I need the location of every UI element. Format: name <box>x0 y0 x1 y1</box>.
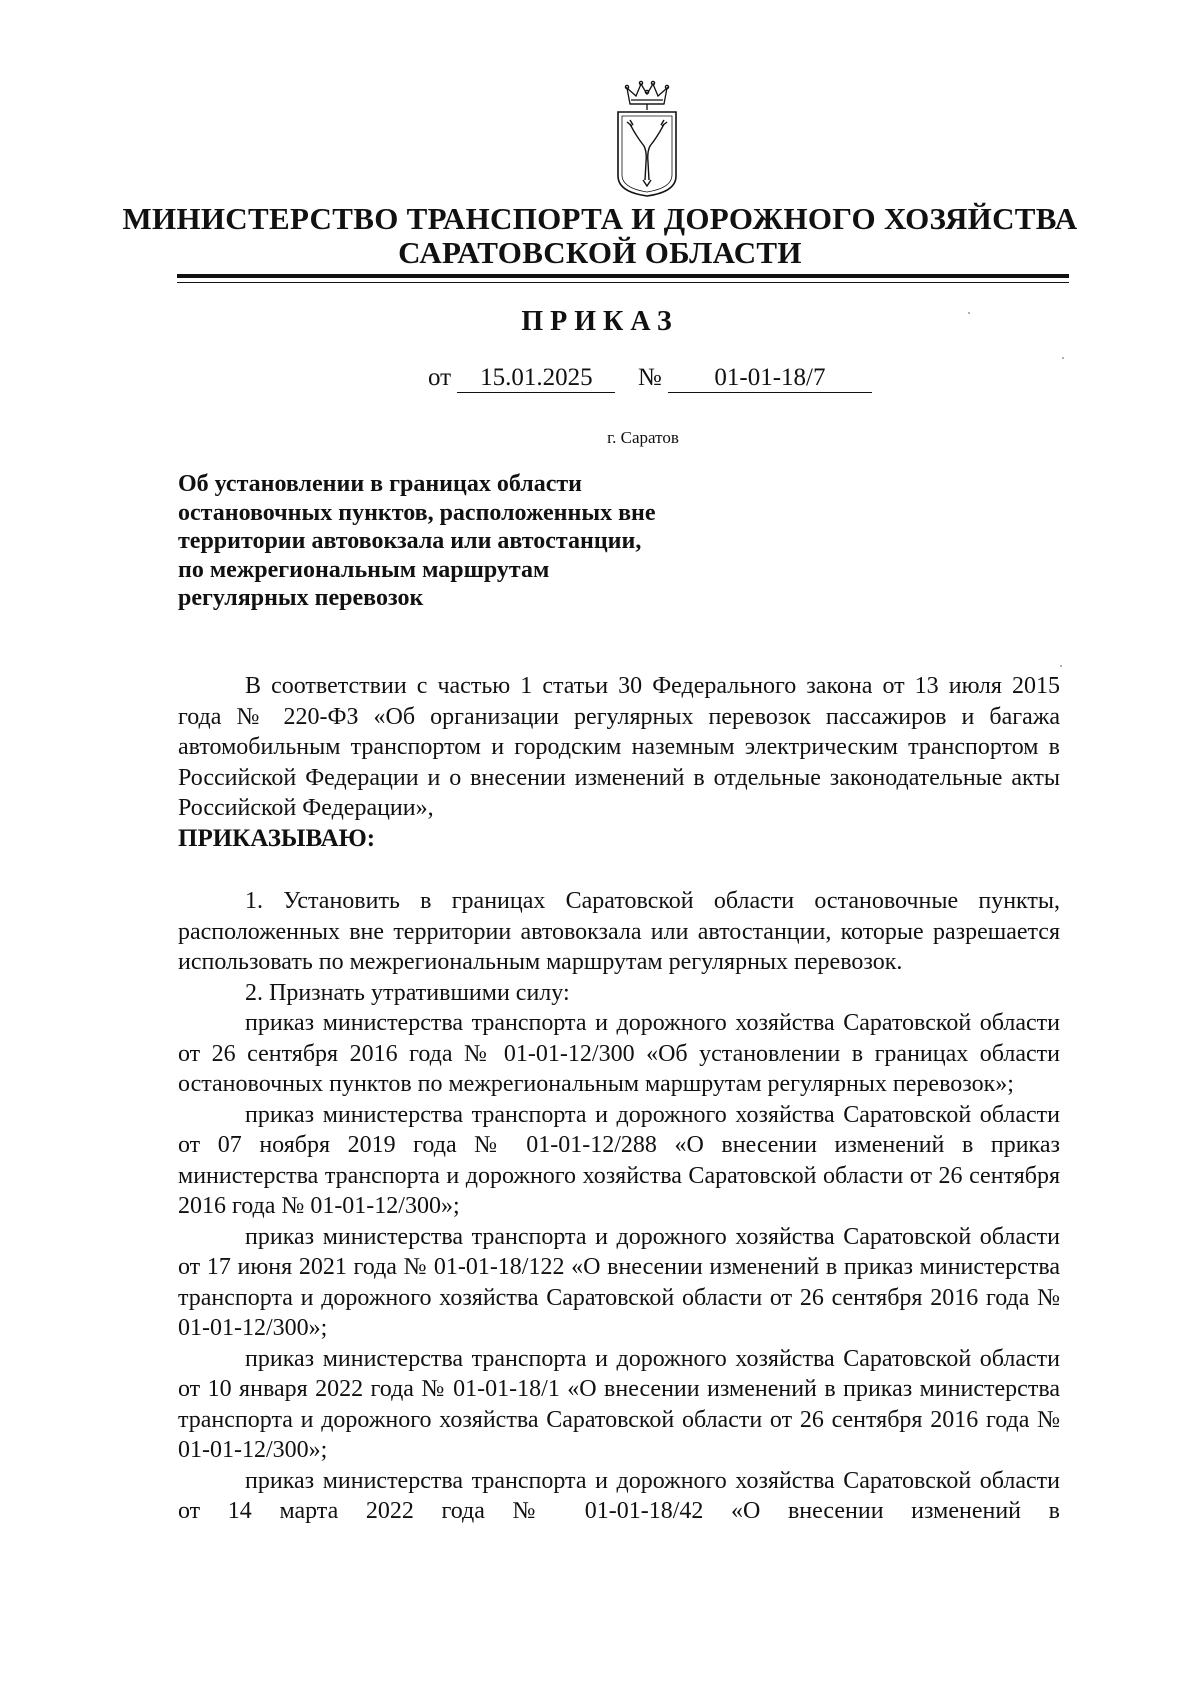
document-number: 01-01-18/7 <box>668 364 872 393</box>
date-prefix: от <box>428 364 452 391</box>
document-subject <box>178 470 738 613</box>
scan-speck <box>1062 357 1064 359</box>
subject-line: остановочных пунктов, расположенных вне <box>178 499 656 526</box>
order-item: 1. Установить в границах Саратовской области остановочные пункты, расположенных вне территории автовокзала или автостанции, которые разрешается использовать по межрегиональным маршрутам регулярных перевозок. <box>178 888 1060 975</box>
subject-line: Об установлении в границах области <box>178 471 582 497</box>
header-divider-thick <box>177 274 1069 278</box>
preamble-text: В соответствии с частью 1 статьи 30 Федерального закона от 13 июля 2015 года № 220-ФЗ «Об организации регулярных перевозок пассажиров и багажа автомобильным транспортом и городским наземным электрическим транспортом в Российской Федерации и о внесении изменений в отдельные законодательные акты Российской Федерации», <box>178 673 1060 821</box>
order-word: ПРИКАЗЫВАЮ: <box>178 824 376 852</box>
document-type: ПРИКАЗ <box>521 306 679 337</box>
subject-line: по межрегиональным маршрутам <box>178 556 550 583</box>
subject-line: регулярных перевозок <box>178 585 424 611</box>
city: г. Саратов <box>607 428 679 447</box>
order-item: приказ министерства транспорта и дорожного хозяйства Саратовской области от 17 июня 2021 года № 01-01-18/122 «О внесении изменений в приказ министерства транспорта и дорожного хозяйства Саратовской области от 26 сентября 2016 года № 01-01-12/300»; <box>178 1223 1060 1341</box>
order-items <box>178 886 1060 1527</box>
order-item: приказ министерства транспорта и дорожного хозяйства Саратовской области от 10 января 2022 года № 01-01-18/1 «О внесении изменений в приказ министерства транспорта и дорожного хозяйства Саратовской области от 26 сентября 2016 года № 01-01-12/300»; <box>178 1345 1060 1463</box>
order-item: приказ министерства транспорта и дорожного хозяйства Саратовской области от 26 сентября 2016 года № 01-01-12/300 «Об установлении в границах области остановочных пунктов по межрегиональным маршрутам регулярных перевозок»; <box>178 1010 1060 1097</box>
document-date: 15.01.2025 <box>457 364 615 393</box>
preamble <box>178 671 1060 854</box>
number-prefix: № <box>637 364 662 391</box>
scan-speck <box>968 312 970 314</box>
saratov-coat-of-arms-icon <box>614 80 680 198</box>
header-divider-thin <box>177 282 1069 283</box>
ministry-name <box>120 202 1080 270</box>
ministry-name-line-1: МИНИСТЕРСТВО ТРАНСПОРТА И ДОРОЖНОГО ХОЗЯЙСТВА <box>122 201 1078 236</box>
date-number-line <box>428 364 872 393</box>
order-item: 2. Признать утратившими силу: <box>245 979 570 1006</box>
ministry-name-line-2: САРАТОВСКОЙ ОБЛАСТИ <box>398 235 802 270</box>
order-item: приказ министерства транспорта и дорожного хозяйства Саратовской области от 14 марта 2022 года № 01-01-18/42 «О внесении изменений в <box>178 1467 1060 1524</box>
subject-line: территории автовокзала или автостанции, <box>178 528 642 554</box>
scan-speck <box>1060 665 1062 667</box>
order-item: приказ министерства транспорта и дорожного хозяйства Саратовской области от 07 ноября 2019 года № 01-01-12/288 «О внесении изменений в приказ министерства транспорта и дорожного хозяйства Саратовской области от 26 сентября 2016 года № 01-01-12/300»; <box>178 1101 1060 1219</box>
